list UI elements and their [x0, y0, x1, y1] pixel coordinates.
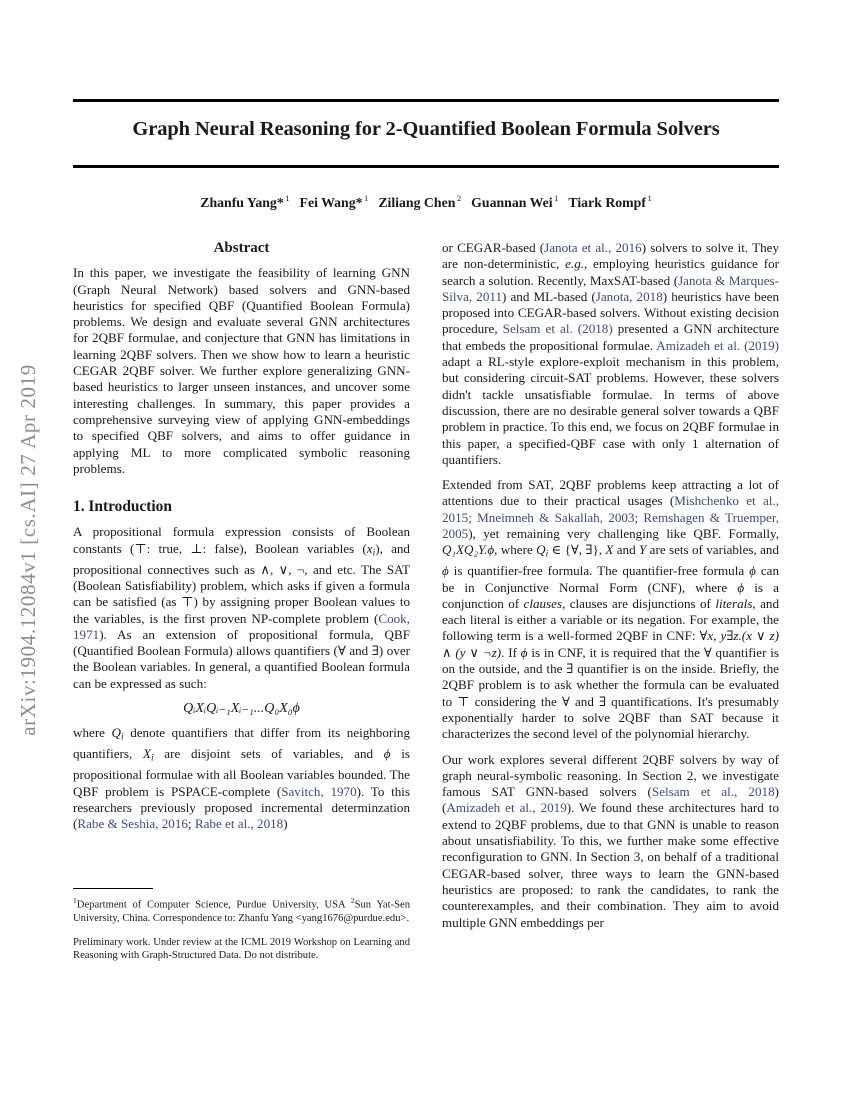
author-entry [378, 195, 461, 210]
author-list [73, 193, 779, 211]
math-var: Q [536, 542, 546, 558]
text-run: ) and ML-based ( [502, 288, 596, 304]
text-run: , clauses are disjunctions of [562, 595, 716, 611]
text-run: Our work explores several different 2QBF solvers by way of graph neural-symbolic reasoning. In Section 2, we investigate famous SAT GNN-based solvers ( [442, 751, 779, 800]
citation-rabe-seshia[interactable]: Rabe & Seshia, 2016 [77, 816, 188, 832]
display-formula: QᵢXᵢQᵢ₋₁Xᵢ₋₁...Q₀X₀ϕ [183, 701, 300, 717]
author-name: Zhanfu Yang [200, 194, 277, 210]
top-symbol: ⊤ [134, 540, 147, 556]
text-run: are sets of variables, and [646, 542, 780, 558]
math-sub: i [545, 549, 549, 560]
citation-savitch[interactable]: Savitch, 1970 [281, 783, 357, 799]
text-run: ), yet remaining very challenging like QBF. Formally, [468, 526, 779, 542]
text-run: A propositional formula expression consists of Boolean constants ( [73, 524, 410, 556]
citation-selsam-2018[interactable]: Selsam et al. (2018) [502, 321, 613, 337]
footnote-marker-1: 1 [73, 896, 77, 906]
text-run: )( [442, 784, 779, 816]
author-entry [200, 195, 289, 210]
inline-math-q1xq2y: Q₁XQ₂Y.ϕ [442, 542, 495, 558]
author-affil-marker: 2 [456, 193, 462, 203]
author-entry [300, 195, 369, 210]
emphasis-eg: e.g. [565, 256, 585, 272]
footnote-marker-2: 2 [350, 896, 355, 906]
emphasis-literals: literals [715, 595, 753, 611]
citation-rabe-etal[interactable]: Rabe et al., 2018 [194, 816, 284, 832]
citation-janota-2016[interactable]: Janota et al., 2016 [544, 240, 642, 255]
author-entry [568, 195, 651, 210]
intro-paragraph-1 [73, 524, 410, 692]
inline-math-Qi [536, 542, 549, 560]
title-rule-bottom [73, 165, 779, 168]
text-run: ; [187, 816, 195, 832]
text-run: is propositional formulae with all Boolean variables bounded. The QBF problem is PSPACE-complete ( [73, 746, 410, 799]
text-run: denote quantifiers that differ from its neighboring quantifiers, [73, 725, 410, 762]
inline-math-Qi [111, 725, 124, 743]
footnote-notice: Preliminary work. Under review at the ICML 2019 Workshop on Learning and Reasoning with Graph-Structured Data. Do not distribute. [73, 937, 410, 962]
text-run: and [613, 542, 640, 558]
inline-math-X: X [605, 542, 614, 558]
inline-math-phi: ϕ [749, 563, 756, 579]
inline-math-phi: ϕ [383, 746, 391, 762]
text-run: , and each literal is either a variable or its negation. For example, the following term is a well-formed 2QBF in CNF: [442, 595, 779, 644]
inline-math-phi: ϕ [520, 644, 528, 660]
text-run: is a conjunction of [442, 579, 779, 611]
text-run: ). As an extension of propositional formula, QBF (Quantified Boolean Formula) allows quantifiers (∀ and ∃) over the Boolean variables. In general, a quantified Boolean formula can be expressed as such: [73, 626, 410, 691]
citation-mishchenko[interactable]: Mishchenko et al., 2015 [442, 493, 779, 525]
citation-amizadeh-2019b[interactable]: Amizadeh et al., 2019 [446, 800, 567, 816]
citation-janota-marques-silva[interactable]: Janota & Marques-Silva, 2011 [442, 272, 779, 304]
inline-math-phi: ϕ [737, 579, 745, 595]
inline-math-Y: Y [639, 542, 647, 558]
text-run: adapt a RL-style explore-exploit mechanism in this problem, but considering circuit-SAT problems. However, these solvers didn't tackle unsatisfiable formulae. In terms of above discussion, there are no desirable general solver towards a QBF problem in practice. To this end, we focus on 2QBF formulae in this paper, a specified-QBF case with only 1 alternation of quantifiers. [442, 354, 779, 467]
author-name: Guannan Wei [471, 194, 553, 210]
math-var: X [142, 746, 151, 762]
right-paragraph-2 [442, 477, 779, 742]
bottom-symbol: ⊥ [190, 540, 203, 556]
text-run: or CEGAR-based ( [442, 240, 545, 255]
inline-math-cnf-example: ∀x, y∃z.(x ∨ z) ∧ (y ∨ ¬z) [442, 628, 780, 660]
left-column [73, 240, 410, 841]
text-run: ; [468, 509, 478, 525]
inline-math-phi: ϕ [442, 563, 449, 579]
text-run: Extended from SAT, 2QBF problems keep attracting a lot of attentions due to their practical usages ( [442, 477, 779, 509]
text-run: : false), Boolean variables ( [202, 540, 367, 556]
author-entry [471, 195, 558, 210]
text-run: . If [501, 644, 521, 660]
text-run: is quantifier-free formula. The quantifier-free formula [448, 563, 750, 579]
page-title: Graph Neural Reasoning for 2-Quantified Boolean Formula Solvers [132, 118, 720, 140]
text-run: , employing heuristics guidance for search a solution. Recently, MaxSAT-based ( [442, 256, 779, 288]
abstract-heading: Abstract [213, 240, 270, 256]
footnote-rule [73, 888, 153, 889]
text-run: ) solvers to solve it. They are non-deterministic, [442, 240, 779, 272]
inline-math-Xi [142, 746, 154, 764]
author-affil-marker: 1 [364, 193, 369, 203]
text-run: where [73, 725, 112, 741]
footnote-affiliations [73, 894, 410, 925]
author-star: * [355, 194, 363, 210]
author-affil-marker: 1 [554, 193, 559, 203]
text-run: is in CNF, it is required that the ∀ quantifier is on the outside, and the ∃ quantifier is on the inside. Briefly, the 2QBF problem is to ask whether the formula can be evaluated to ⊤ considering the ∀ and ∃ quantifications. It's presumably exponentially harder to solve 2QBF than SAT because it characterizes the second level of the polynomial hierarchy. [442, 644, 779, 742]
author-star: * [276, 194, 284, 210]
author-name: Ziliang Chen [378, 194, 456, 210]
text-run: ) heuristics have been proposed into CEGAR-based solvers. Without existing decision procedure, [442, 288, 780, 337]
citation-janota-2018[interactable]: Janota, 2018 [595, 288, 663, 304]
citation-remshagen[interactable]: Remshagen & Truemper, 2005 [442, 509, 779, 542]
section-heading-introduction: 1. Introduction [73, 498, 172, 516]
emphasis-clauses: clauses [523, 595, 563, 611]
math-sub: i [372, 548, 376, 559]
title-rule-top [73, 99, 779, 102]
text-run: ), and propositional connectives such as ∧, ∨, ¬, and etc. The SAT (Boolean Satisfiability) problem, which asks if given a formula can be satisfied (as ⊤) by assigning proper Boolean values to the variables, is the first proven NP-complete problem ( [73, 540, 410, 626]
right-column [442, 240, 779, 931]
text-run: Sun Yat-Sen University, China. Correspondence to: Zhanfu Yang <yang1676@purdue.edu>. [73, 899, 411, 925]
text-run: ). We found these architectures hard to extend to 2QBF problems, due to that GNN is unable to reason about unsatisfiability. To this, we further make some effective reconfiguration to GNN. In Section 3, on behalf of a traditional CEGAR-based solver, three ways to learn the GNN-based heuristics are proposed: to rank the candidates, to rank the counterexamples, and their combination. They aim to avoid multiple GNN embeddings per [442, 800, 779, 930]
footnote-block [73, 888, 410, 962]
math-var: Q [111, 725, 122, 741]
text-run: ; [634, 509, 644, 525]
author-affil-marker: 1 [285, 193, 290, 203]
footnote-text [73, 894, 410, 962]
text-run: Department of Computer Science, Purdue University, USA [76, 899, 346, 911]
author-name: Fei Wang [299, 194, 356, 210]
text-run: , where [494, 542, 537, 558]
text-run: ) [283, 816, 288, 832]
text-run: can be in Conjunctive Normal Form (CNF), where [442, 563, 779, 595]
text-run: ). To this researchers previously proposed incremental determinzation ( [73, 783, 411, 832]
math-sub: i [150, 753, 154, 764]
arxiv-stamp: arXiv:1904.12084v1 [cs.AI] 27 Apr 2019 [15, 364, 40, 736]
citation-amizadeh-2019[interactable]: Amizadeh et al. (2019) [656, 337, 779, 353]
text-run: are disjoint sets of variables, and [153, 746, 384, 762]
author-name: Tiark Rompf [568, 194, 646, 210]
citation-selsam-2018b[interactable]: Selsam et al., 2018 [651, 784, 775, 800]
math-sub: i [121, 733, 124, 743]
math-var: x [366, 540, 373, 556]
right-paragraph-1 [442, 240, 779, 468]
text-run: ∈ {∀, ∃}, [548, 542, 606, 558]
right-paragraph-3 [442, 752, 779, 931]
author-affil-marker: 1 [647, 193, 652, 203]
intro-paragraph-2 [73, 725, 410, 832]
abstract-body: In this paper, we investigate the feasibility of learning GNN (Graph Neural Network) based solvers and GNN-based heuristics for specified QBF (Quantified Boolean Formula) problems. We design and evaluate several GNN architectures for 2QBF formulae, and conjecture that GNN has limitations in learning 2QBF solvers. Then we show how to learn a heuristic CEGAR 2QBF solver. We further explore generalizing GNN-based heuristics to larger unseen instances, and uncover some interesting challenges. In summary, this paper provides a comprehensive surveying view of applying GNN-embeddings to specified QBF solvers, and aims to offer guidance in applying ML to more complicated symbolic reasoning problems. [73, 265, 410, 476]
inline-math-xi [366, 540, 376, 559]
text-run: : true, [146, 540, 191, 556]
text-run: presented a GNN architecture that embeds the propositional formulae. [442, 321, 780, 353]
citation-mneimneh[interactable]: Mneimneh & Sakallah, 2003 [477, 509, 635, 525]
citation-cook[interactable]: Cook, 1971 [73, 610, 410, 642]
